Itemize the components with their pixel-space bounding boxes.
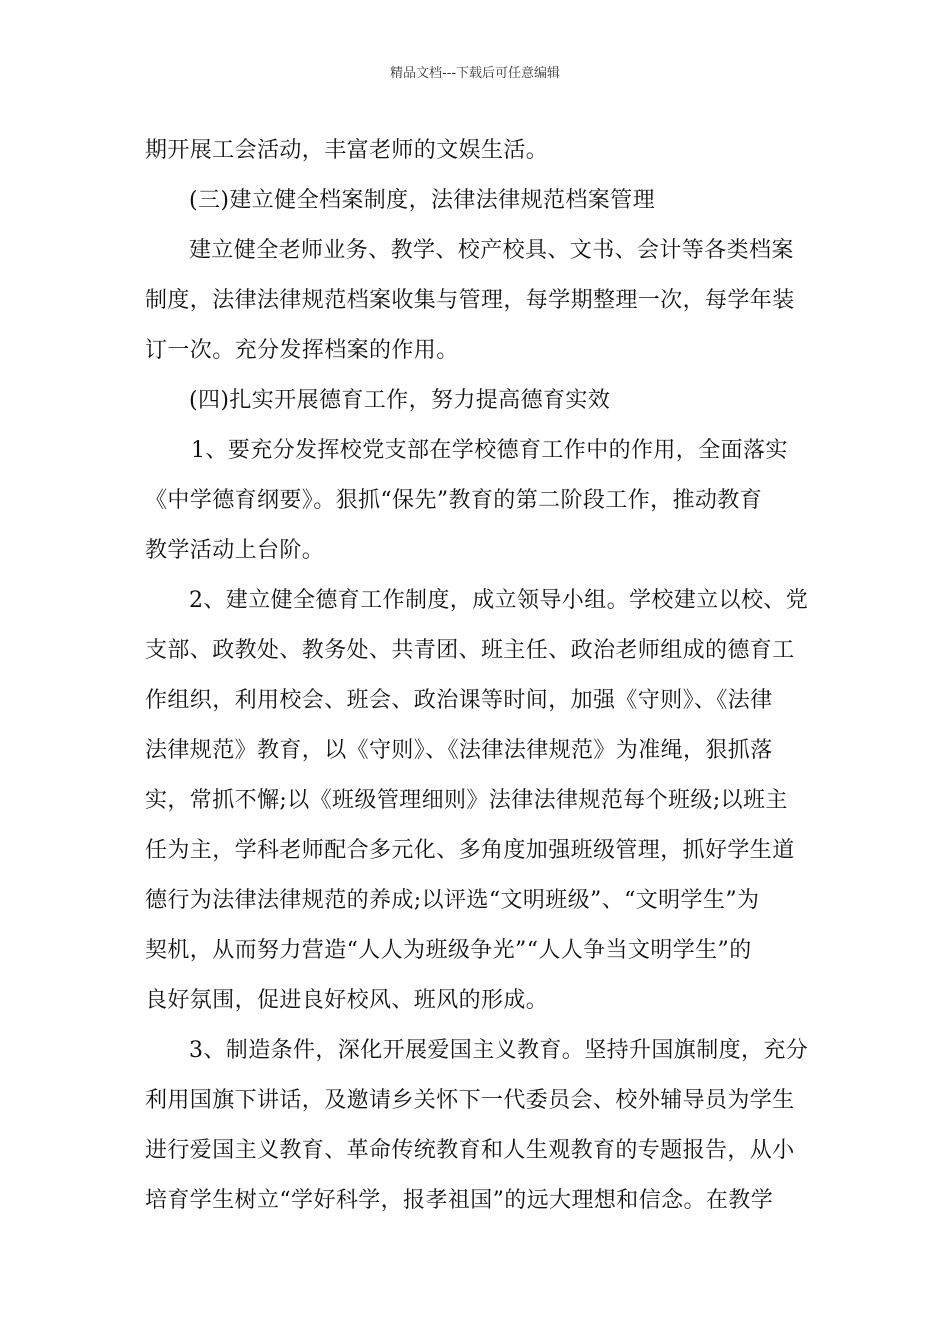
text-line: 德行为法律法律规范的养成;以评选“文明班级”、“文明学生”为: [145, 888, 760, 913]
section-heading-3: (三)建立健全档案制度，法律法律规范档案管理: [189, 188, 655, 213]
document-body: [145, 126, 809, 1226]
text-line: 作组织，利用校会、班会、政治课等时间，加强《守则》、《法律: [145, 688, 773, 713]
text-line: 法律规范》教育，以《守则》、《法律法律规范》为准绳，狠抓落: [145, 738, 773, 763]
text-line: 订一次。充分发挥档案的作用。: [145, 338, 459, 363]
text-line: 实，常抓不懈;以《班级管理细则》法律法律规范每个班级;以班主: [145, 788, 788, 813]
text-line: 建立健全老师业务、教学、校产校具、文书、会计等各类档案: [189, 238, 794, 263]
text-line: 期开展工会活动，丰富老师的文娱生活。: [145, 138, 549, 163]
page-header: 精品文档---下载后可任意编辑: [389, 66, 561, 81]
text-line: 2、建立健全德育工作制度，成立领导小组。学校建立以校、党: [189, 588, 809, 613]
text-line: 进行爱国主义教育、革命传统教育和人生观教育的专题报告，从小: [145, 1138, 795, 1163]
section-heading-4: (四)扎实开展德育工作，努力提高德育实效: [189, 388, 611, 413]
text-line: 3、制造条件，深化开展爱国主义教育。坚持升国旗制度，充分: [189, 1038, 809, 1063]
text-line: 培育学生树立“学好科学，报孝祖国”的远大理想和信念。在教学: [145, 1188, 774, 1213]
text-line: 支部、政教处、教务处、共青团、班主任、政治老师组成的德育工: [145, 638, 795, 663]
text-line: 1、要充分发挥校党支部在学校德育工作中的作用，全面落实: [191, 438, 788, 463]
text-line: 利用国旗下讲话，及邀请乡关怀下一代委员会、校外辅导员为学生: [145, 1088, 795, 1113]
text-line: 《中学德育纲要》。狠抓“保先”教育的第二阶段工作，推动教育: [145, 488, 763, 513]
text-line: 制度，法律法律规范档案收集与管理，每学期整理一次，每学年装: [145, 288, 795, 313]
text-line: 教学活动上台阶。: [145, 538, 325, 563]
text-line: 良好氛围，促进良好校风、班风的形成。: [145, 988, 549, 1013]
text-line: 契机，从而努力营造“人人为班级争光”“人人争当文明学生”的: [145, 938, 752, 963]
text-line: 任为主，学科老师配合多元化、多角度加强班级管理，抓好学生道: [145, 838, 795, 863]
